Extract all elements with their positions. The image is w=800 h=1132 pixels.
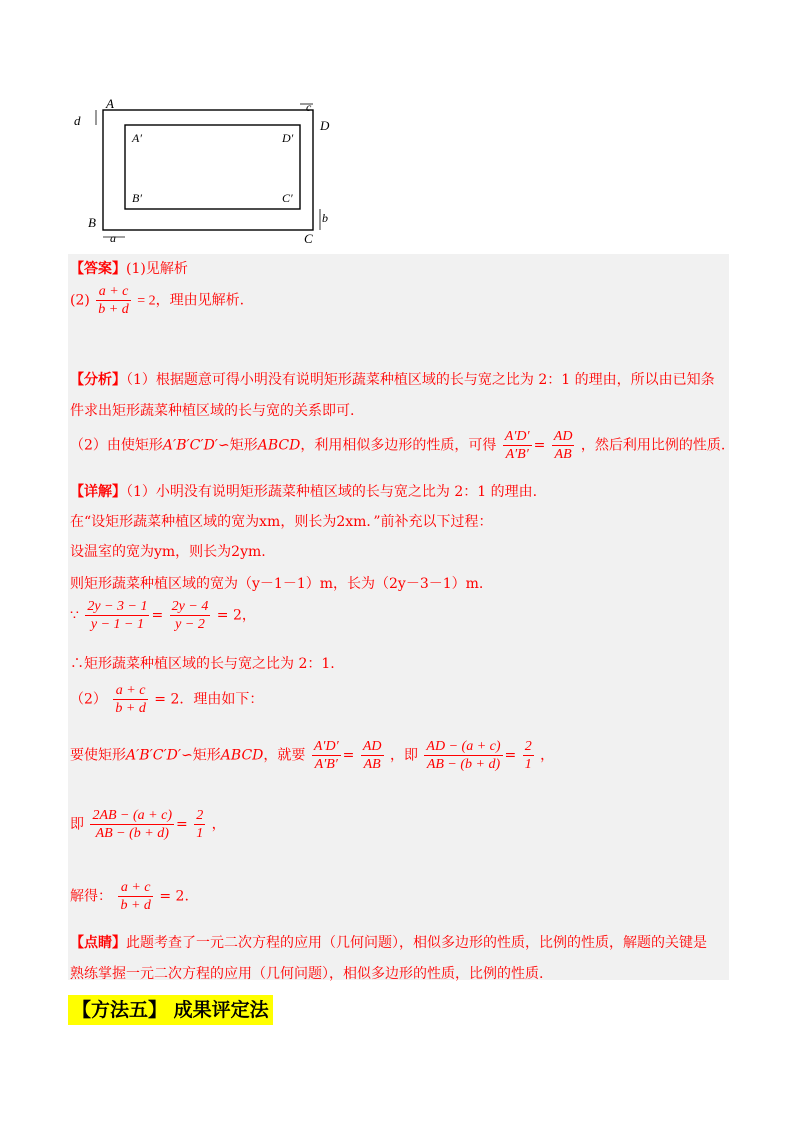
label-Ap: A′ xyxy=(132,131,142,145)
label-Cp: C′ xyxy=(282,191,293,205)
detail-eq1: ∵ $\frac{2y - 3 - 1}{y - 1 - 1}$ = $\frac{2y - 4}{y - 2}$ = 2， xyxy=(70,599,256,632)
detail-line7: 要使矩形A′B′C′D′∽矩形ABCD，就要 $\frac{A'D'}{A'B'}$ = $\frac{AD}{AB}$ ，即 $\frac{AD - (a + c)}{AB - (b + d)}$ = $\frac{2}{1}$ ， xyxy=(70,739,555,772)
analysis-text1: （1）根据题意可得小明没有说明矩形蔬菜种植区域的长与宽之比为 2：1 的理由，所以由已知条 xyxy=(126,372,715,388)
analysis-tag: 【分析】 xyxy=(70,372,126,388)
label-Dp: D′ xyxy=(282,131,294,145)
answer-part2-suffix: ，理由见解析. xyxy=(155,292,245,309)
label-Bp: B′ xyxy=(132,191,142,205)
detail-line2: 在“设矩形蔬菜种植区域的宽为xm，则长为2xm．”前补充以下过程： xyxy=(70,514,493,530)
rectangle-figure xyxy=(70,98,340,246)
answer-part2-prefix: (2) xyxy=(70,292,90,309)
label-C: C xyxy=(304,231,313,246)
detail-line1: 【详解】（1）小明没有说明矩形蔬菜种植区域的长与宽之比为 2：1 的理由. xyxy=(70,484,538,500)
detail-l8-frac2: $\frac{2}{1}$ xyxy=(196,808,204,841)
detail-line4: 则矩形蔬菜种植区域的宽为（y－1－1）m，长为（2y－3－1）m. xyxy=(70,576,484,592)
answer-line1 xyxy=(70,258,188,278)
answer-part1: (1)见解析 xyxy=(126,261,188,277)
detail-l9-frac: $\frac{a + c}{b + d}$ xyxy=(120,880,151,913)
comment-line1: 【点睛】此题考查了一元二次方程的应用（几何问题），相似多边形的性质，比例的性质，解题的关键是 xyxy=(70,935,707,951)
detail-l7-frac3: $\frac{AD - (a + c)}{AB - (b + d)}$ xyxy=(426,739,501,772)
answer-eq: = 2 xyxy=(137,293,156,309)
detail-line9: 解得： $\frac{a + c}{b + d}$ = 2. xyxy=(70,880,189,913)
detail-part2: （2） $\frac{a + c}{b + d}$ = 2．理由如下： xyxy=(70,683,264,716)
detail-line8: 即 $\frac{2AB - (a + c)}{AB - (b + d)}$ = $\frac{2}{1}$ ， xyxy=(70,808,226,841)
method-title: 【方法五】 成果评定法 xyxy=(68,995,273,1025)
answer-tag: 【答案】 xyxy=(70,261,126,277)
detail-eq1-frac2: $\frac{2y - 4}{y - 2}$ xyxy=(171,599,209,632)
answer-line2 xyxy=(70,283,244,318)
detail-eq1-frac1: $\frac{2y - 3 - 1}{y - 1 - 1}$ xyxy=(87,599,148,632)
analysis-frac1: $\frac{A'D'}{A'B'}$ xyxy=(504,429,530,462)
detail-tag: 【详解】 xyxy=(70,484,126,500)
detail-l8-frac1: $\frac{2AB - (a + c)}{AB - (b + d)}$ xyxy=(92,808,172,841)
label-D: D xyxy=(320,118,330,133)
analysis-frac2: $\frac{AD}{AB}$ xyxy=(553,429,573,462)
detail-therefore: ∴矩形蔬菜种植区域的长与宽之比为 2：1. xyxy=(70,656,335,672)
label-B: B xyxy=(88,215,96,230)
detail-l7-frac2: $\frac{AD}{AB}$ xyxy=(362,739,382,772)
label-A: A xyxy=(106,98,114,111)
label-d: d xyxy=(74,113,81,128)
analysis-line3: （2）由使矩形A′B′C′D′∽矩形ABCD，利用相似多边形的性质，可得 $\frac{A'D'}{A'B'}$ = $\frac{AD}{AB}$ ，然后利用比例的性质. xyxy=(70,429,726,462)
detail-line3: 设温室的宽为ym，则长为2ym. xyxy=(70,544,266,560)
comment-line2: 熟练掌握一元二次方程的应用（几何问题），相似多边形的性质，比例的性质. xyxy=(70,966,544,982)
label-c: c xyxy=(306,100,312,114)
comment-tag: 【点睛】 xyxy=(70,935,126,951)
label-b: b xyxy=(322,211,328,225)
analysis-line2: 件求出矩形蔬菜种植区域的长与宽的关系即可. xyxy=(70,403,355,419)
detail-l7-frac1: $\frac{A'D'}{A'B'}$ xyxy=(313,739,339,772)
label-a: a xyxy=(110,231,116,245)
detail-part2-frac: $\frac{a + c}{b + d}$ xyxy=(115,683,146,716)
answer-fraction: $\frac{a + c}{b + d}$ xyxy=(98,284,129,317)
detail-l7-frac4: $\frac{2}{1}$ xyxy=(524,739,532,772)
analysis-line1 xyxy=(70,369,715,389)
